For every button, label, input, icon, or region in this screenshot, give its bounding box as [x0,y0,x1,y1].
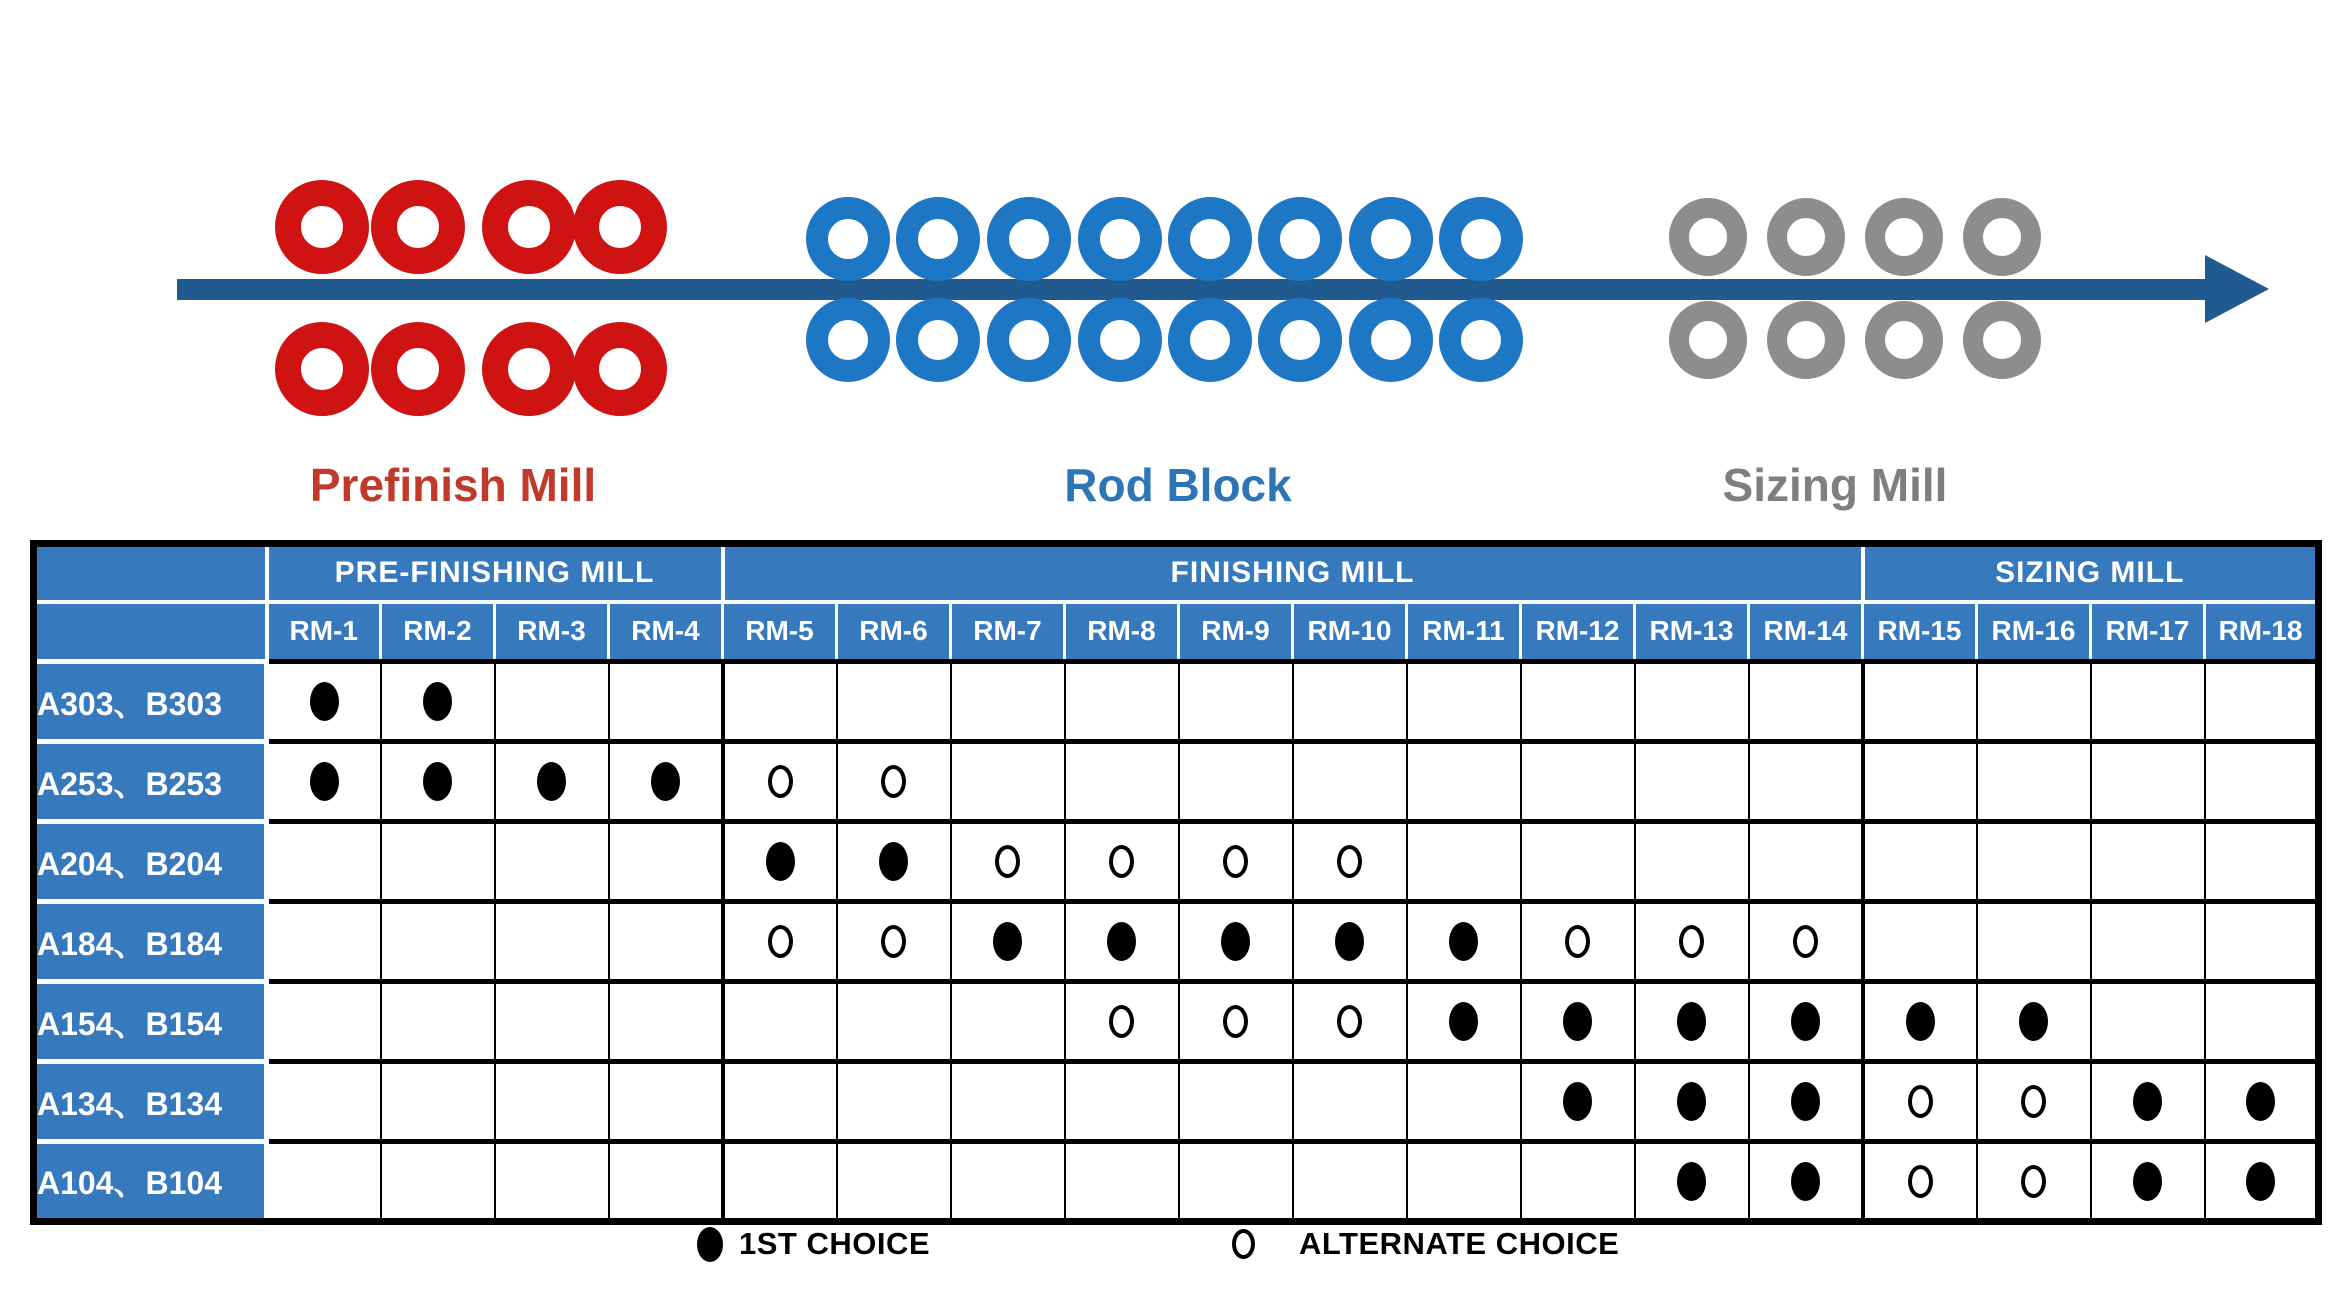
first-choice-dot-icon [1563,1002,1592,1041]
mill-cell [1293,822,1407,902]
sizing-roll-ring-icon [1669,198,1747,276]
mill-cell [723,822,837,902]
rodblock-roll-ring-icon [896,197,980,281]
table-row [34,742,2319,822]
mill-cell [495,742,609,822]
rodblock-roll-ring-icon [987,197,1071,281]
column-header-rm-2: RM-2 [381,602,495,662]
mill-cell [1293,1142,1407,1222]
row-label: A184、B184 [34,902,267,982]
column-group-header: PRE-FINISHING MILL [267,544,723,602]
first-choice-dot-icon [1677,1162,1706,1201]
mill-cell [2091,1062,2205,1142]
mill-cell [723,662,837,742]
mill-cell [495,1062,609,1142]
first-choice-dot-icon [423,682,452,721]
prefinish-roll-ring-icon [275,180,369,274]
flow-arrow-head-icon [2205,255,2269,323]
mill-cell [1065,1062,1179,1142]
alternate-choice-dot-icon [1679,925,1704,958]
mill-cell [1977,1062,2091,1142]
mill-cell [2205,742,2319,822]
stand-selection-table [30,540,2322,1225]
rodblock-roll-ring-icon [896,298,980,382]
mill-cell [951,742,1065,822]
mill-cell [1635,1062,1749,1142]
sizing-roll-ring-icon [1963,301,2041,379]
rodblock-roll-ring-icon [1439,298,1523,382]
row-label: A154、B154 [34,982,267,1062]
mill-cell [1407,742,1521,822]
mill-cell [1065,1142,1179,1222]
mill-cell [837,982,951,1062]
column-group-header: SIZING MILL [1863,544,2319,602]
alternate-choice-dot-icon [881,765,906,798]
mill-cell [609,822,723,902]
mill-cell [951,662,1065,742]
mill-cell [267,1062,381,1142]
alternate-choice-dot-icon [995,845,1020,878]
mill-cell [1179,662,1293,742]
prefinish-mill-label: Prefinish Mill [309,459,597,511]
mill-cell [1521,982,1635,1062]
mill-cell [609,982,723,1062]
alternate-choice-dot-icon [1337,845,1362,878]
sizing-roll-ring-icon [1767,198,1845,276]
mill-cell [381,742,495,822]
mill-cell [2091,902,2205,982]
mill-cell [1521,1142,1635,1222]
mill-cell [2091,822,2205,902]
mill-cell [1407,1142,1521,1222]
mill-cell [837,1062,951,1142]
column-header-rm-13: RM-13 [1635,602,1749,662]
column-header-rm-7: RM-7 [951,602,1065,662]
mill-cell [609,1062,723,1142]
alternate-choice-dot-icon [1908,1085,1933,1118]
first-choice-dot-icon [1563,1082,1592,1121]
alternate-choice-dot-icon [2021,1165,2046,1198]
mill-cell [1065,982,1179,1062]
prefinish-roll-ring-icon [573,322,667,416]
alternate-choice-dot-icon [1109,1005,1134,1038]
table-row [34,1062,2319,1142]
mill-cell [609,1142,723,1222]
mill-cell [267,1142,381,1222]
legend-first-choice [697,1222,930,1266]
mill-cell [1179,902,1293,982]
mill-cell [1749,902,1863,982]
mill-cell [1749,822,1863,902]
mill-cell [1065,902,1179,982]
rodblock-roll-ring-icon [1349,197,1433,281]
alternate-choice-dot-icon [1109,845,1134,878]
mill-cell [267,662,381,742]
mill-cell [1863,662,1977,742]
first-choice-dot-icon [1221,922,1250,961]
mill-cell [1977,822,2091,902]
mill-cell [1749,982,1863,1062]
mill-cell [1977,1142,2091,1222]
first-choice-dot-icon [1791,1002,1820,1041]
mill-cell [1293,982,1407,1062]
mill-cell [837,902,951,982]
column-header-rm-1: RM-1 [267,602,381,662]
legend-alternate-choice [1232,1222,1619,1266]
mill-cell [837,742,951,822]
mill-cell [2205,982,2319,1062]
mill-cell [1635,902,1749,982]
sizing-roll-ring-icon [1963,198,2041,276]
table-row [34,822,2319,902]
mill-cell [1749,1062,1863,1142]
alternate-choice-dot-icon [768,765,793,798]
first-choice-dot-icon [1906,1002,1935,1041]
mill-cell [495,982,609,1062]
first-choice-dot-icon [2133,1082,2162,1121]
mill-cell [381,902,495,982]
mill-cell [495,822,609,902]
flow-arrow-line [177,279,2212,300]
sizing-roll-ring-icon [1865,198,1943,276]
rodblock-roll-ring-icon [806,197,890,281]
row-label: A303、B303 [34,662,267,742]
mill-cell [267,902,381,982]
column-header-rm-10: RM-10 [1293,602,1407,662]
mill-cell [267,982,381,1062]
alternate-choice-dot-icon [1223,1005,1248,1038]
mill-cell [381,982,495,1062]
mill-cell [951,902,1065,982]
mill-cell [951,822,1065,902]
mill-cell [1749,742,1863,822]
row-label: A253、B253 [34,742,267,822]
mill-cell [1407,902,1521,982]
mill-cell [495,902,609,982]
mill-cell [1407,982,1521,1062]
row-label: A134、B134 [34,1062,267,1142]
mill-cell [1977,662,2091,742]
column-header-rm-12: RM-12 [1521,602,1635,662]
mill-cell [1863,742,1977,822]
first-choice-dot-icon [1107,922,1136,961]
first-choice-dot-icon [766,842,795,881]
prefinish-roll-ring-icon [482,322,576,416]
column-header-rm-8: RM-8 [1065,602,1179,662]
mill-cell [1179,742,1293,822]
mill-cell [1179,822,1293,902]
prefinish-roll-ring-icon [275,322,369,416]
prefinish-roll-ring-icon [482,180,576,274]
first-choice-dot-icon [2019,1002,2048,1041]
alternate-choice-dot-icon [1337,1005,1362,1038]
alternate-choice-dot-icon [1908,1165,1933,1198]
corner-cell [34,544,267,602]
first-choice-dot-icon [1449,1002,1478,1041]
mill-cell [1635,662,1749,742]
mill-cell [267,742,381,822]
first-choice-label: 1ST CHOICE [739,1226,931,1261]
filled-dot-icon [697,1227,723,1262]
mill-cell [2205,1062,2319,1142]
column-header-rm-4: RM-4 [609,602,723,662]
table-row [34,662,2319,742]
alternate-choice-dot-icon [1565,925,1590,958]
mill-cell [1065,662,1179,742]
rodblock-roll-ring-icon [1168,298,1252,382]
prefinish-roll-ring-icon [573,180,667,274]
mill-cell [1863,982,1977,1062]
mill-cell [2091,662,2205,742]
first-choice-dot-icon [1677,1082,1706,1121]
rodblock-roll-ring-icon [806,298,890,382]
mill-cell [495,662,609,742]
rodblock-roll-ring-icon [987,298,1071,382]
column-group-header: FINISHING MILL [723,544,1863,602]
mill-cell [1293,1062,1407,1142]
alternate-choice-dot-icon [1793,925,1818,958]
mill-cell [951,982,1065,1062]
first-choice-dot-icon [310,762,339,801]
mill-cell [267,822,381,902]
mill-cell [495,1142,609,1222]
mill-cell [1863,902,1977,982]
first-choice-dot-icon [2133,1162,2162,1201]
mill-cell [1521,822,1635,902]
first-choice-dot-icon [2246,1162,2275,1201]
first-choice-dot-icon [1677,1002,1706,1041]
alternate-choice-dot-icon [768,925,793,958]
rodblock-roll-ring-icon [1258,197,1342,281]
first-choice-dot-icon [879,842,908,881]
open-dot-icon [1232,1229,1255,1259]
first-choice-dot-icon [1791,1082,1820,1121]
mill-cell [1977,742,2091,822]
alternate-choice-dot-icon [1223,845,1248,878]
mill-cell [837,662,951,742]
mill-cell [723,902,837,982]
column-header-rm-5: RM-5 [723,602,837,662]
mill-cell [1179,982,1293,1062]
first-choice-dot-icon [423,762,452,801]
first-choice-dot-icon [1791,1162,1820,1201]
prefinish-roll-ring-icon [371,180,465,274]
mill-cell [1521,742,1635,822]
column-header-rm-18: RM-18 [2205,602,2319,662]
mill-cell [723,1142,837,1222]
mill-cell [1521,662,1635,742]
mill-cell [1863,822,1977,902]
first-choice-dot-icon [1449,922,1478,961]
mill-cell [2205,822,2319,902]
rodblock-roll-ring-icon [1439,197,1523,281]
table-row [34,1142,2319,1222]
mill-cell [609,902,723,982]
sizing-roll-ring-icon [1669,301,1747,379]
mill-cell [609,742,723,822]
prefinish-roll-ring-icon [371,322,465,416]
column-header-rm-11: RM-11 [1407,602,1521,662]
rodblock-roll-ring-icon [1078,197,1162,281]
rodblock-roll-ring-icon [1349,298,1433,382]
mill-cell [1407,662,1521,742]
alternate-choice-label: ALTERNATE CHOICE [1299,1226,1620,1261]
mill-cell [1521,902,1635,982]
mill-cell [1863,1142,1977,1222]
mill-cell [1521,1062,1635,1142]
column-header-rm-3: RM-3 [495,602,609,662]
table-row [34,982,2319,1062]
rodblock-roll-ring-icon [1168,197,1252,281]
first-choice-dot-icon [310,682,339,721]
mill-cell [1293,902,1407,982]
sizing-roll-ring-icon [1767,301,1845,379]
mill-cell [381,822,495,902]
mill-cell [1977,902,2091,982]
mill-cell [1179,1142,1293,1222]
mill-cell [951,1062,1065,1142]
row-label: A204、B204 [34,822,267,902]
column-header-rm-14: RM-14 [1749,602,1863,662]
corner-cell [34,602,267,662]
mill-cell [1065,822,1179,902]
sizing-mill-label: Sizing Mill [1722,459,1948,511]
table-row [34,902,2319,982]
mill-cell [1179,1062,1293,1142]
mill-cell [2091,982,2205,1062]
mill-cell [609,662,723,742]
mill-cell [2205,1142,2319,1222]
first-choice-dot-icon [537,762,566,801]
sizing-roll-ring-icon [1865,301,1943,379]
rodblock-roll-ring-icon [1078,298,1162,382]
mill-cell [1749,662,1863,742]
mill-cell [381,662,495,742]
mill-cell [1065,742,1179,822]
column-header-rm-6: RM-6 [837,602,951,662]
alternate-choice-dot-icon [881,925,906,958]
mill-cell [381,1062,495,1142]
column-header-rm-16: RM-16 [1977,602,2091,662]
mill-cell [951,1142,1065,1222]
mill-cell [1635,822,1749,902]
mill-cell [1407,1062,1521,1142]
mill-cell [837,1142,951,1222]
mill-cell [1863,1062,1977,1142]
mill-cell [1749,1142,1863,1222]
mill-cell [2205,902,2319,982]
first-choice-dot-icon [1335,922,1364,961]
mill-cell [1635,982,1749,1062]
rodblock-roll-ring-icon [1258,298,1342,382]
column-header-rm-17: RM-17 [2091,602,2205,662]
row-label: A104、B104 [34,1142,267,1222]
mill-cell [1977,982,2091,1062]
mill-cell [723,982,837,1062]
mill-cell [837,822,951,902]
mill-cell [1407,822,1521,902]
mill-cell [1293,742,1407,822]
mill-cell [1635,1142,1749,1222]
mill-cell [723,742,837,822]
mill-cell [2091,742,2205,822]
rod-block-label: Rod Block [1064,459,1292,511]
mill-cell [1293,662,1407,742]
alternate-choice-dot-icon [2021,1085,2046,1118]
mill-cell [1635,742,1749,822]
first-choice-dot-icon [2246,1082,2275,1121]
first-choice-dot-icon [651,762,680,801]
mill-cell [723,1062,837,1142]
mill-cell [2205,662,2319,742]
column-header-rm-15: RM-15 [1863,602,1977,662]
column-header-rm-9: RM-9 [1179,602,1293,662]
mill-cell [381,1142,495,1222]
first-choice-dot-icon [993,922,1022,961]
mill-cell [2091,1142,2205,1222]
